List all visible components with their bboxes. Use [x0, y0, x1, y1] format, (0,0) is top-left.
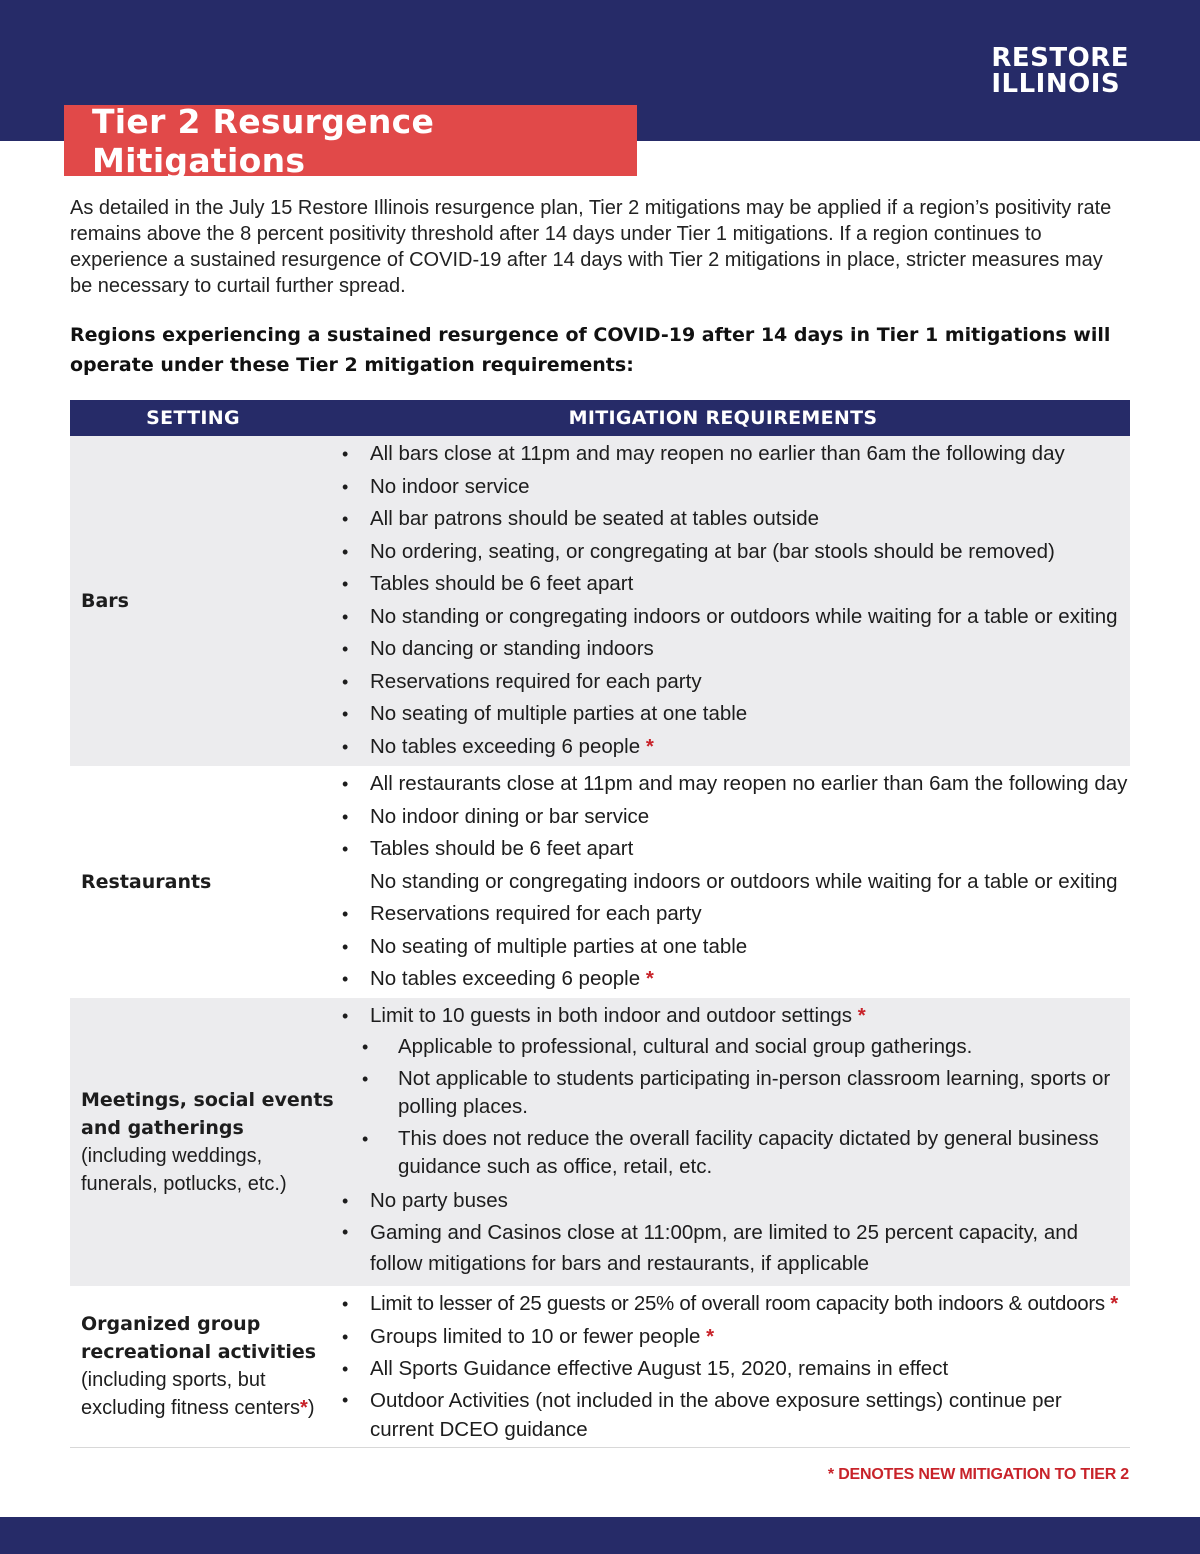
- sub-list-item: • Applicable to professional, cultural and social group gatherings.: [340, 1033, 1130, 1061]
- list-item: • All restaurants close at 11pm and may reopen no earlier than 6am the following day: [340, 768, 1130, 801]
- requirements-cell: [340, 998, 1130, 1286]
- setting-note: [81, 1366, 340, 1422]
- table-row-restaurants: [70, 766, 1130, 998]
- setting-label: Organized group recreational activities: [81, 1313, 317, 1363]
- list-item: • Reservations required for each party: [340, 898, 1130, 931]
- new-mitigation-star: *: [706, 1324, 715, 1348]
- new-mitigation-star: *: [645, 967, 654, 990]
- footer-bar: [0, 1517, 1200, 1554]
- sub-list-item: • Not applicable to students participating in-person classroom learning, sports or polling places.: [340, 1065, 1130, 1121]
- table-header: [70, 400, 1130, 436]
- new-mitigation-star: *: [300, 1397, 308, 1419]
- logo-line-2: ILLINOIS: [991, 69, 1121, 99]
- item-text: No tables exceeding 6 people: [370, 967, 641, 990]
- list-item: [340, 1321, 1130, 1354]
- list-item: • No dancing or standing indoors: [340, 633, 1130, 666]
- setting-cell: [70, 436, 340, 766]
- divider: [70, 1447, 1130, 1448]
- page-title: Tier 2 Resurgence Mitigations: [92, 101, 435, 180]
- column-header-setting: SETTING: [146, 407, 240, 429]
- item-text: Groups limited to 10 or fewer people: [370, 1324, 701, 1348]
- title-banner: [64, 101, 637, 180]
- new-mitigation-star: *: [645, 734, 654, 758]
- table-row-recreation: [70, 1286, 1130, 1446]
- item-text: Limit to lesser of 25 guests or 25% of overall room capacity both indoors & outdoors: [370, 1292, 1105, 1315]
- setting-note-text: (including sports, but excluding fitness centers: [81, 1369, 301, 1419]
- list-item: [340, 1288, 1130, 1321]
- logo-line-1: RESTORE: [991, 43, 1129, 73]
- table-row-meetings: [70, 998, 1130, 1286]
- setting-label: Restaurants: [81, 871, 212, 893]
- list-item: • No standing or congregating indoors or outdoors while waiting for a table or exiting: [340, 601, 1130, 634]
- setting-label: Bars: [81, 590, 129, 612]
- table-row-bars: [70, 436, 1130, 766]
- list-item: • Tables should be 6 feet apart: [340, 833, 1130, 866]
- setting-note-close: ): [307, 1397, 315, 1419]
- setting-cell: [70, 1286, 340, 1446]
- setting-label: Meetings, social events and gatherings: [81, 1089, 334, 1139]
- list-item: • Reservations required for each party: [340, 666, 1130, 699]
- setting-cell: [70, 998, 340, 1286]
- list-item: • All bar patrons should be seated at tables outside: [340, 503, 1130, 536]
- column-header-requirements: MITIGATION REQUIREMENTS: [568, 407, 878, 429]
- item-text: No tables exceeding 6 people: [370, 734, 641, 758]
- requirements-cell: [340, 766, 1130, 998]
- list-item: • No seating of multiple parties at one table: [340, 931, 1130, 964]
- list-item: • No indoor service: [340, 471, 1130, 504]
- list-item: • No party buses: [340, 1185, 1130, 1218]
- restore-illinois-logo: [991, 45, 1129, 97]
- mitigation-table: [70, 400, 1130, 1446]
- list-item: • No indoor dining or bar service: [340, 801, 1130, 834]
- list-item: • All bars close at 11pm and may reopen no earlier than 6am the following day: [340, 438, 1130, 471]
- list-item: No standing or congregating indoors or outdoors while waiting for a table or exiting: [370, 869, 1118, 893]
- footnote: * DENOTES NEW MITIGATION TO TIER 2: [827, 1466, 1129, 1483]
- list-item: [340, 963, 1130, 996]
- list-item: • No ordering, seating, or congregating at bar (bar stools should be removed): [340, 536, 1130, 569]
- requirements-cell: [340, 436, 1130, 766]
- new-mitigation-star: *: [1110, 1292, 1118, 1315]
- list-item: [340, 1000, 1130, 1033]
- intro-paragraph: As detailed in the July 15 Restore Illinois resurgence plan, Tier 2 mitigations may be applied if a region’s positivity rate remains above the 8 percent positivity threshold after 14 days under Tier 1 mitigations. If a region continues to experience a sustained resurgence of COVID-19 after 14 days with Tier 2 mitigations in place, stricter measures may be necessary to curtail further spread.: [70, 197, 1112, 297]
- new-mitigation-star: *: [857, 1004, 866, 1027]
- lead-paragraph: Regions experiencing a sustained resurgence of COVID-19 after 14 days in Tier 1 mitigations will operate under these Tier 2 mitigation requirements:: [70, 324, 1111, 376]
- list-item: • Gaming and Casinos close at 11:00pm, are limited to 25 percent capacity, and follow mitigations for bars and restaurants, if applicable: [340, 1217, 1130, 1279]
- list-item: • Outdoor Activities (not included in the above exposure settings) continue per current DCEO guidance: [340, 1386, 1130, 1444]
- setting-cell: [70, 766, 340, 998]
- list-item: • All Sports Guidance effective August 15, 2020, remains in effect: [340, 1353, 1130, 1386]
- list-item: • Tables should be 6 feet apart: [340, 568, 1130, 601]
- sub-list-item: • This does not reduce the overall facility capacity dictated by general business guidance such as office, retail, etc.: [340, 1125, 1130, 1181]
- item-text: Limit to 10 guests in both indoor and outdoor settings: [370, 1004, 853, 1027]
- list-item: • No seating of multiple parties at one table: [340, 698, 1130, 731]
- setting-note: (including weddings, funerals, potlucks, etc.): [81, 1145, 287, 1195]
- requirements-cell: [340, 1286, 1130, 1446]
- list-item: [340, 731, 1130, 764]
